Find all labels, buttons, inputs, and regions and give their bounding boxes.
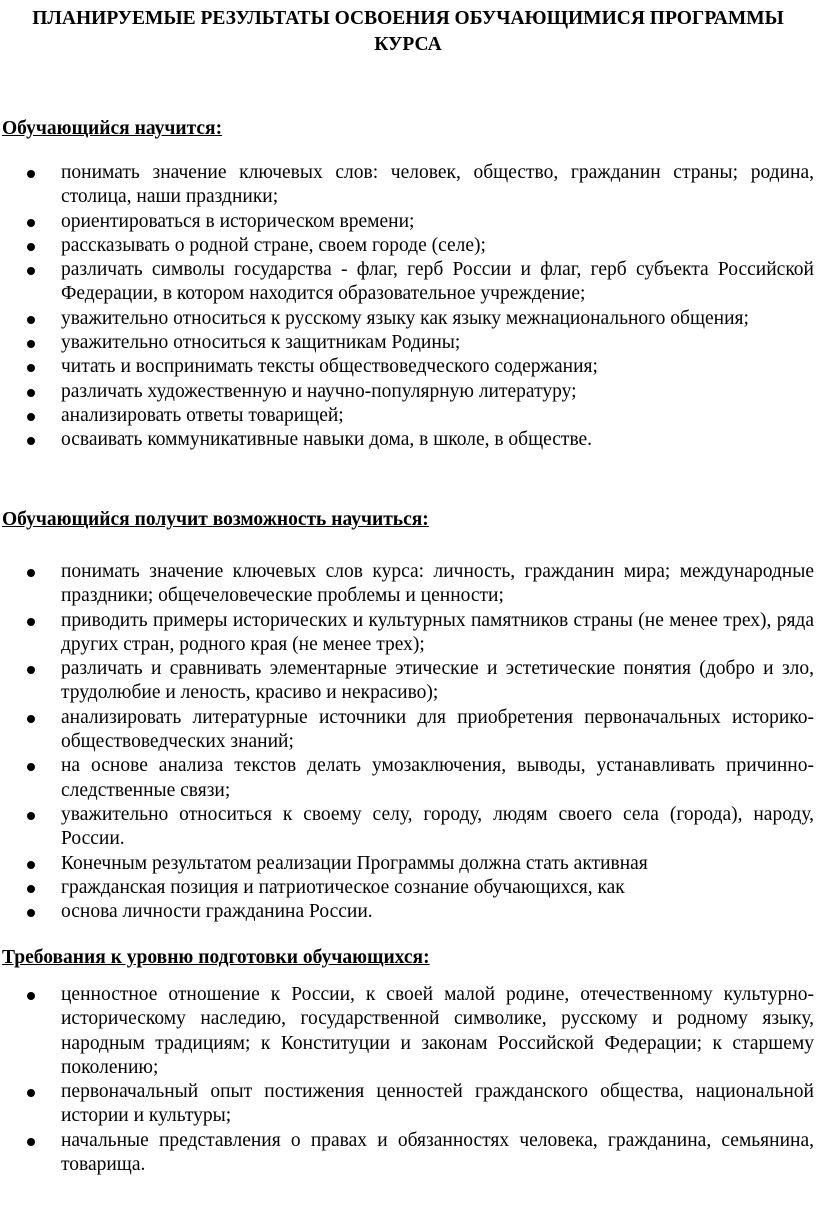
bullet-icon <box>27 909 35 917</box>
list-item: ценностное отношение к России, к своей малой родине, отечественному культурно-историческому наследию, государственной символике, русскому и родному языку, народным традициям; к Конституции и законам Российской Федерации; к старшему поколению; <box>0 983 816 1080</box>
bullet-icon <box>27 219 35 227</box>
section-heading-may-learn: Обучающийся получит возможность научиться: <box>2 509 429 530</box>
section-heading-requirements: Требования к уровню подготовки обучающихся: <box>2 947 430 968</box>
list-may-learn <box>0 560 816 924</box>
bullet-icon <box>27 243 35 251</box>
bullet-icon <box>27 170 35 178</box>
bullet-icon <box>27 715 35 723</box>
bullet-icon <box>27 569 35 577</box>
bullet-icon <box>27 618 35 626</box>
list-item: понимать значение ключевых слов: человек, общество, гражданин страны; родина, столица, наши праздники; <box>0 161 816 210</box>
list-item: осваивать коммуникативные навыки дома, в школе, в обществе. <box>0 428 816 452</box>
bullet-icon <box>27 413 35 421</box>
document-title: ПЛАНИРУЕМЫЕ РЕЗУЛЬТАТЫ ОСВОЕНИЯ ОБУЧАЮЩИМИСЯ ПРОГРАММЫ КУРСА <box>32 8 784 55</box>
bullet-icon <box>27 812 35 820</box>
list-item: читать и воспринимать тексты обществоведческого содержания; <box>0 355 816 379</box>
list-item: различать символы государства - флаг, герб России и флаг, герб субъекта Российской Федерации, в котором находится образовательное учреждение; <box>0 258 816 307</box>
list-item: Конечным результатом реализации Программы должна стать активная <box>0 852 816 876</box>
list-item: начальные представления о правах и обязанностях человека, гражданина, семьянина, товарища. <box>0 1129 816 1178</box>
list-requirements <box>0 983 816 1177</box>
bullet-icon <box>27 340 35 348</box>
section-heading-learns: Обучающийся научится: <box>2 118 223 139</box>
list-item: уважительно относиться к защитникам Родины; <box>0 331 816 355</box>
list-item: уважительно относиться к своему селу, городу, людям своего села (города), народу, России. <box>0 803 816 852</box>
list-item: анализировать ответы товарищей; <box>0 404 816 428</box>
list-item: уважительно относиться к русскому языку как языку межнационального общения; <box>0 307 816 331</box>
list-item: на основе анализа текстов делать умозаключения, выводы, устанавливать причинно-следственные связи; <box>0 754 816 803</box>
bullet-icon <box>27 861 35 869</box>
list-item: первоначальный опыт постижения ценностей гражданского общества, национальной истории и культуры; <box>0 1080 816 1129</box>
bullet-icon <box>27 437 35 445</box>
bullet-icon <box>27 1138 35 1146</box>
bullet-icon <box>27 885 35 893</box>
bullet-icon <box>27 666 35 674</box>
list-item: ориентироваться в историческом времени; <box>0 210 816 234</box>
list-item: гражданская позиция и патриотическое сознание обучающихся, как <box>0 876 816 900</box>
bullet-icon <box>27 763 35 771</box>
list-item: понимать значение ключевых слов курса: личность, гражданин мира; международные праздники; общечеловеческие проблемы и ценности; <box>0 560 816 609</box>
list-item: различать и сравнивать элементарные этические и эстетические понятия (добро и зло, трудолюбие и леность, красиво и некрасиво); <box>0 657 816 706</box>
list-learns <box>0 161 816 453</box>
list-item: основа личности гражданина России. <box>0 900 816 924</box>
list-item: анализировать литературные источники для приобретения первоначальных историко-обществоведческих знаний; <box>0 706 816 755</box>
bullet-icon <box>27 364 35 372</box>
list-item: приводить примеры исторических и культурных памятников страны (не менее трех), ряда других стран, родного края (не менее трех); <box>0 609 816 658</box>
bullet-icon <box>27 316 35 324</box>
list-item: рассказывать о родной стране, своем городе (селе); <box>0 234 816 258</box>
bullet-icon <box>27 992 35 1000</box>
bullet-icon <box>27 389 35 397</box>
bullet-icon <box>27 1089 35 1097</box>
bullet-icon <box>27 267 35 275</box>
list-item: различать художественную и научно-популярную литературу; <box>0 380 816 404</box>
